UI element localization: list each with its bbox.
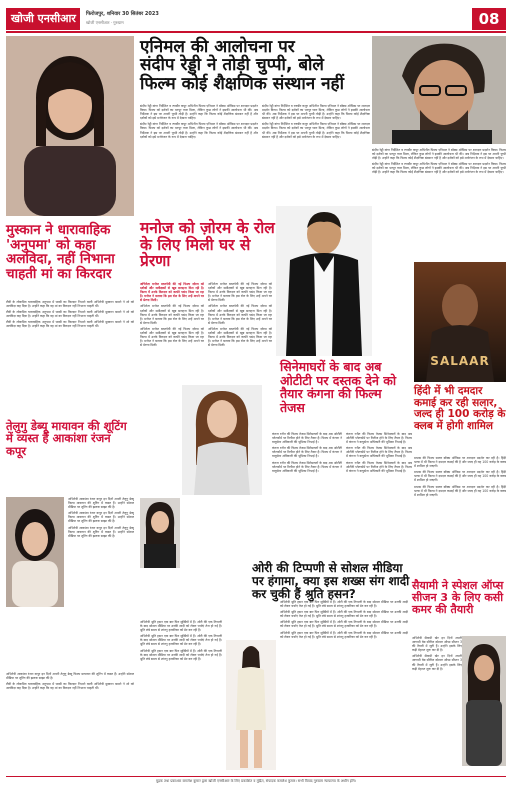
aakansha-body-text-2: अभिनेत्री आकांशा रंजन कपूर इन दिनों अपनी तेलुगु डेब्यू फिल्म मायावन की शूटिंग में व्यस्त हैं। उन्होंने सोशल मीडिया पर शूटिंग की झलक साझा की है।: [68, 511, 134, 524]
salaar-poster: [414, 262, 506, 382]
aakansha-photo: [6, 497, 64, 607]
shruti-body-text-7: अभिनेत्री श्रुति हसन एक बार फिर सुर्खियों में हैं। ओरी की एक टिप्पणी के बाद सोशल मीडिया पर उनकी शादी को लेकर चर्चाएं तेज हो गई हैं। श्रुति लंबे समय से शांतनु हजारिका को डेट कर रही हैं।: [280, 630, 408, 639]
manoj-body-text-2: अभिनेता मनोज बाजपेयी की नई फिल्म ज़ोरम को दर्शकों और समीक्षकों से खूब सराहना मिल रही है। फिल्म में उनके किरदार को काफी पसंद किया जा रहा है। मनोज ने बताया कि इस रोल के लिए उन्हें अपने घर से प्रेरणा मिली।: [140, 304, 204, 325]
shruti-body-text: अभिनेत्री श्रुति हसन एक बार फिर सुर्खियों में हैं। ओरी की एक टिप्पणी के बाद सोशल मीडिया पर उनकी शादी को लेकर चर्चाएं तेज हो गई हैं। श्रुति लंबे समय से शांतनु हजारिका को डेट कर रही हैं।: [140, 620, 222, 633]
salaar-headline: हिंदी में भी दमदार कमाई कर रही सलार, जल्द ही 100 करोड़ के क्लब में होगी शामिल: [414, 385, 506, 432]
footer-rule: [6, 776, 506, 777]
sandeep-photo: [372, 36, 506, 144]
masthead: [6, 8, 506, 30]
aakansha-body-text: अभिनेत्री आकांशा रंजन कपूर इन दिनों अपनी तेलुगु डेब्यू फिल्म मायावन की शूटिंग में व्यस्त हैं। उन्होंने सोशल मीडिया पर शूटिंग की झलक साझा की है।: [68, 497, 134, 510]
kangana-body-text: कंगना रनौत की फिल्म तेजस सिनेमाघरों के बाद अब ओटीटी प्लेटफॉर्म पर रिलीज होने के लिए तैयार है। फिल्म में कंगना ने वायुसेना अधिकारी की भूमिका निभाई है।: [272, 432, 342, 445]
aakansha-body-text-3: अभिनेत्री आकांशा रंजन कपूर इन दिनों अपनी तेलुगु डेब्यू फिल्म मायावन की शूटिंग में व्यस्त हैं। उन्होंने सोशल मीडिया पर शूटिंग की झलक साझा की है।: [68, 525, 134, 538]
shruti-photo-full: [226, 640, 276, 770]
dateline: फिरोजपुर, शनिवार 30 सितंबर 2023: [86, 11, 159, 17]
shruti-photo: [140, 498, 180, 568]
salaar-body: [414, 456, 506, 576]
muskan-body-text-2: टीवी के लोकप्रिय धारावाहिक अनुपमा में पाखी का किरदार निभाने वाली अभिनेत्री मुस्कान बामने ने शो को अलविदा कह दिया है। उन्होंने कहा कि वह मां का किरदार नहीं निभाना चाहती थीं।: [6, 310, 134, 319]
muskan-headline: मुस्कान ने धारावाहिक 'अनुपमा' को कहा अलविदा, नहीं निभाना चाहती मां का किरदार: [6, 222, 115, 282]
lead-headline-line1: एनिमल की आलोचना पर: [140, 37, 295, 57]
kangana-body-text-5: कंगना रनौत की फिल्म तेजस सिनेमाघरों के बाद अब ओटीटी प्लेटफॉर्म पर रिलीज होने के लिए तैयार है। फिल्म में कंगना ने वायुसेना अधिकारी की भूमिका निभाई है।: [346, 446, 412, 459]
kangana-headline: सिनेमाघरों के बाद अब ओटीटी पर दस्तक देने को तैयार कंगना की फिल्म तेजस: [280, 359, 397, 415]
aakansha-body-bottom-text-2: टीवी के लोकप्रिय धारावाहिक अनुपमा में पाखी का किरदार निभाने वाली अभिनेत्री मुस्कान बामने ने शो को अलविदा कह दिया है। उन्होंने कहा कि वह मां का किरदार नहीं निभाना चाहती थीं।: [6, 682, 134, 691]
aakansha-headline: तेलुगु डेब्यू मायावन की शूटिंग में व्यस्त हैं आकांशा रंजन कपूर: [6, 419, 127, 458]
section-tag: खोजी एनसीआर: [6, 8, 80, 30]
saiyami-body-text-2: अभिनेत्री सैयामी खेर इन दिनों अपनी आगामी वेब सीरीज स्पेशल ऑप्स सीजन 3 की तैयारी में जुटी हैं। उन्होंने इसके लिए कड़ी मेहनत शुरू कर दी है।: [412, 654, 462, 671]
manoj-body-text-5: अभिनेता मनोज बाजपेयी की नई फिल्म ज़ोरम को दर्शकों और समीक्षकों से खूब सराहना मिल रही है। फिल्म में उनके किरदार को काफी पसंद किया जा रहा है। मनोज ने बताया कि इस रोल के लिए उन्हें अपने घर से प्रेरणा मिली।: [208, 304, 272, 325]
saiyami-body: [412, 636, 462, 766]
shruti-headline: ओरी की टिप्पणी से सोशल मीडिया पर हंगामा, क्या इस शख्स संग शादी कर चुकी हैं श्रुति हसन?: [252, 561, 410, 601]
lead-body-text-2: संदीप रेड्डी वांगा निर्देशित व रणबीर कपूर अभिनीत फिल्म एनिमल ने बॉक्स ऑफिस पर शानदार प्रदर्शन किया। फिल्म को दर्शकों का भरपूर प्यार मिला, लेकिन कुछ लोगों ने इसकी आलोचना भी की। अब निर्देशक ने इस पर अपनी चुप्पी तोड़ी है। उन्होंने कहा कि फिल्म कोई शैक्षणिक संस्थान नहीं है और दर्शकों को इसे मनोरंजन के रूप में देखना चाहिए।: [140, 122, 258, 139]
page-number: 08: [472, 8, 506, 30]
manoj-headline: मनोज को ज़ोरम के रोल के लिए मिली घर से प्रेरणा: [140, 219, 275, 271]
shruti-body-text-5: अभिनेत्री श्रुति हसन एक बार फिर सुर्खियों में हैं। ओरी की एक टिप्पणी के बाद सोशल मीडिया पर उनकी शादी को लेकर चर्चाएं तेज हो गई हैं। श्रुति लंबे समय से शांतनु हजारिका को डेट कर रही हैं।: [280, 610, 408, 619]
lead-body-col1: [140, 104, 258, 216]
manoj-photo: [276, 206, 372, 356]
lead-body-text-4: संदीप रेड्डी वांगा निर्देशित व रणबीर कपूर अभिनीत फिल्म एनिमल ने बॉक्स ऑफिस पर शानदार प्रदर्शन किया। फिल्म को दर्शकों का भरपूर प्यार मिला, लेकिन कुछ लोगों ने इसकी आलोचना भी की। अब निर्देशक ने इस पर अपनी चुप्पी तोड़ी है। उन्होंने कहा कि फिल्म कोई शैक्षणिक संस्थान नहीं है और दर्शकों को इसे मनोरंजन के रूप में देखना चाहिए।: [262, 122, 370, 139]
kangana-body-text-6: कंगना रनौत की फिल्म तेजस सिनेमाघरों के बाद अब ओटीटी प्लेटफॉर्म पर रिलीज होने के लिए तैयार है। फिल्म में कंगना ने वायुसेना अधिकारी की भूमिका निभाई है।: [346, 460, 412, 473]
manoj-body-text-6: अभिनेता मनोज बाजपेयी की नई फिल्म ज़ोरम को दर्शकों और समीक्षकों से खूब सराहना मिल रही है। फिल्म में उनके किरदार को काफी पसंद किया जा रहा है। मनोज ने बताया कि इस रोल के लिए उन्हें अपने घर से प्रेरणा मिली।: [208, 326, 272, 348]
muskan-body: [6, 300, 134, 410]
lead-headline-line2: संदीप रेड्डी ने तोड़ी चुप्पी, बोले: [140, 55, 324, 76]
muskan-body-text: टीवी के लोकप्रिय धारावाहिक अनुपमा में पाखी का किरदार निभाने वाली अभिनेत्री मुस्कान बामने ने शो को अलविदा कह दिया है। उन्होंने कहा कि वह मां का किरदार नहीं निभाना चाहती थीं।: [6, 300, 134, 309]
salaar-body-text: प्रभास की फिल्म सलार बॉक्स ऑफिस पर शानदार प्रदर्शन कर रही है। हिंदी भाषा में भी फिल्म ने दमदार कमाई की है और जल्द ही यह 100 करोड़ के क्लब में शामिल हो जाएगी।: [414, 456, 506, 469]
saiyami-body-text: अभिनेत्री सैयामी खेर इन दिनों अपनी आगामी वेब सीरीज स्पेशल ऑप्स सीजन 3 की तैयारी में जुटी हैं। उन्होंने इसके लिए कड़ी मेहनत शुरू कर दी है।: [412, 636, 462, 653]
saiyami-headline: सैयामी ने स्पेशल ऑप्स सीजन 3 के लिए कसी कमर की तैयारी: [412, 579, 504, 616]
kangana-body-text-4: कंगना रनौत की फिल्म तेजस सिनेमाघरों के बाद अब ओटीटी प्लेटफॉर्म पर रिलीज होने के लिए तैयार है। फिल्म में कंगना ने वायुसेना अधिकारी की भूमिका निभाई है।: [346, 432, 412, 445]
lead-body-text-6: संदीप रेड्डी वांगा निर्देशित व रणबीर कपूर अभिनीत फिल्म एनिमल ने बॉक्स ऑफिस पर शानदार प्रदर्शन किया। फिल्म को दर्शकों का भरपूर प्यार मिला, लेकिन कुछ लोगों ने इसकी आलोचना भी की। अब निर्देशक ने इस पर अपनी चुप्पी तोड़ी है। उन्होंने कहा कि फिल्म कोई शैक्षणिक संस्थान नहीं है और दर्शकों को इसे मनोरंजन के रूप में देखना चाहिए।: [372, 162, 506, 175]
lead-headline-block: [140, 38, 372, 93]
kangana-photo: [182, 385, 262, 495]
manoj-body-text-4: अभिनेता मनोज बाजपेयी की नई फिल्म ज़ोरम को दर्शकों और समीक्षकों से खूब सराहना मिल रही है। फिल्म में उनके किरदार को काफी पसंद किया जा रहा है। मनोज ने बताया कि इस रोल के लिए उन्हें अपने घर से प्रेरणा मिली।: [208, 282, 272, 303]
masthead-rule: [6, 31, 506, 33]
lead-body-text: संदीप रेड्डी वांगा निर्देशित व रणबीर कपूर अभिनीत फिल्म एनिमल ने बॉक्स ऑफिस पर शानदार प्रदर्शन किया। फिल्म को दर्शकों का भरपूर प्यार मिला, लेकिन कुछ लोगों ने इसकी आलोचना भी की। अब निर्देशक ने इस पर अपनी चुप्पी तोड़ी है। उन्होंने कहा कि फिल्म कोई शैक्षणिक संस्थान नहीं है और दर्शकों को इसे मनोरंजन के रूप में देखना चाहिए।: [140, 104, 258, 121]
shruti-body-text-2: अभिनेत्री श्रुति हसन एक बार फिर सुर्खियों में हैं। ओरी की एक टिप्पणी के बाद सोशल मीडिया पर उनकी शादी को लेकर चर्चाएं तेज हो गई हैं। श्रुति लंबे समय से शांतनु हजारिका को डेट कर रही हैं।: [140, 634, 222, 647]
muskan-photo: [6, 36, 134, 216]
lead-body-col3: [372, 148, 506, 252]
saiyami-photo: [462, 636, 506, 766]
aakansha-body: [68, 497, 134, 667]
lead-body-col2: [262, 104, 370, 216]
kangana-body-text-3: कंगना रनौत की फिल्म तेजस सिनेमाघरों के बाद अब ओटीटी प्लेटफॉर्म पर रिलीज होने के लिए तैयार है। फिल्म में कंगना ने वायुसेना अधिकारी की भूमिका निभाई है।: [272, 460, 342, 473]
aakansha-body-bottom-text: अभिनेत्री आकांशा रंजन कपूर इन दिनों अपनी तेलुगु डेब्यू फिल्म मायावन की शूटिंग में व्यस्त हैं। उन्होंने सोशल मीडिया पर शूटिंग की झलक साझा की है।: [6, 672, 134, 681]
lead-headline-line3: फिल्म कोई शैक्षणिक संस्थान नहीं: [140, 73, 344, 94]
manoj-body-text: अभिनेता मनोज बाजपेयी की नई फिल्म ज़ोरम को दर्शकों और समीक्षकों से खूब सराहना मिल रही है। फिल्म में उनके किरदार को काफी पसंद किया जा रहा है। मनोज ने बताया कि इस रोल के लिए उन्हें अपने घर से प्रेरणा मिली।: [140, 282, 204, 303]
kangana-body-col2: [346, 432, 412, 558]
muskan-body-text-3: टीवी के लोकप्रिय धारावाहिक अनुपमा में पाखी का किरदार निभाने वाली अभिनेत्री मुस्कान बामने ने शो को अलविदा कह दिया है। उन्होंने कहा कि वह मां का किरदार नहीं निभाना चाहती थीं।: [6, 320, 134, 329]
salaar-body-text-3: प्रभास की फिल्म सलार बॉक्स ऑफिस पर शानदार प्रदर्शन कर रही है। हिंदी भाषा में भी फिल्म ने दमदार कमाई की है और जल्द ही यह 100 करोड़ के क्लब में शामिल हो जाएगी।: [414, 484, 506, 497]
subline: खोजी एनसीआर · गुरुग्राम: [86, 20, 124, 25]
shruti-body-text-3: अभिनेत्री श्रुति हसन एक बार फिर सुर्खियों में हैं। ओरी की एक टिप्पणी के बाद सोशल मीडिया पर उनकी शादी को लेकर चर्चाएं तेज हो गई हैं। श्रुति लंबे समय से शांतनु हजारिका को डेट कर रही हैं।: [140, 648, 222, 661]
lead-body-text-5: संदीप रेड्डी वांगा निर्देशित व रणबीर कपूर अभिनीत फिल्म एनिमल ने बॉक्स ऑफिस पर शानदार प्रदर्शन किया। फिल्म को दर्शकों का भरपूर प्यार मिला, लेकिन कुछ लोगों ने इसकी आलोचना भी की। अब निर्देशक ने इस पर अपनी चुप्पी तोड़ी है। उन्होंने कहा कि फिल्म कोई शैक्षणिक संस्थान नहीं है और दर्शकों को इसे मनोरंजन के रूप में देखना चाहिए।: [372, 148, 506, 161]
salaar-title: SALAAR: [430, 354, 490, 368]
aakansha-body-bottom: [6, 672, 134, 772]
footer-text: मुद्रक तथा प्रकाशक कमलेश कुमार द्वारा खोजी एनसीआर के लिए प्रकाशित व मुद्रित, संपादक कमलेश कुमार। सभी विवाद गुरुग्राम न्यायालय के अधीन होंगे।: [156, 779, 356, 783]
kangana-body-text-2: कंगना रनौत की फिल्म तेजस सिनेमाघरों के बाद अब ओटीटी प्लेटफॉर्म पर रिलीज होने के लिए तैयार है। फिल्म में कंगना ने वायुसेना अधिकारी की भूमिका निभाई है।: [272, 446, 342, 459]
salaar-body-text-2: प्रभास की फिल्म सलार बॉक्स ऑफिस पर शानदार प्रदर्शन कर रही है। हिंदी भाषा में भी फिल्म ने दमदार कमाई की है और जल्द ही यह 100 करोड़ के क्लब में शामिल हो जाएगी।: [414, 470, 506, 483]
shruti-body-col2: [280, 600, 408, 770]
shruti-body-text-4: अभिनेत्री श्रुति हसन एक बार फिर सुर्खियों में हैं। ओरी की एक टिप्पणी के बाद सोशल मीडिया पर उनकी शादी को लेकर चर्चाएं तेज हो गई हैं। श्रुति लंबे समय से शांतनु हजारिका को डेट कर रही हैं।: [280, 600, 408, 609]
lead-body-text-3: संदीप रेड्डी वांगा निर्देशित व रणबीर कपूर अभिनीत फिल्म एनिमल ने बॉक्स ऑफिस पर शानदार प्रदर्शन किया। फिल्म को दर्शकों का भरपूर प्यार मिला, लेकिन कुछ लोगों ने इसकी आलोचना भी की। अब निर्देशक ने इस पर अपनी चुप्पी तोड़ी है। उन्होंने कहा कि फिल्म कोई शैक्षणिक संस्थान नहीं है और दर्शकों को इसे मनोरंजन के रूप में देखना चाहिए।: [262, 104, 370, 121]
kangana-body-col1: [272, 432, 342, 558]
manoj-body-text-3: अभिनेता मनोज बाजपेयी की नई फिल्म ज़ोरम को दर्शकों और समीक्षकों से खूब सराहना मिल रही है। फिल्म में उनके किरदार को काफी पसंद किया जा रहा है। मनोज ने बताया कि इस रोल के लिए उन्हें अपने घर से प्रेरणा मिली।: [140, 326, 204, 348]
shruti-body-col1: [140, 620, 222, 770]
shruti-body-text-6: अभिनेत्री श्रुति हसन एक बार फिर सुर्खियों में हैं। ओरी की एक टिप्पणी के बाद सोशल मीडिया पर उनकी शादी को लेकर चर्चाएं तेज हो गई हैं। श्रुति लंबे समय से शांतनु हजारिका को डेट कर रही हैं।: [280, 620, 408, 629]
